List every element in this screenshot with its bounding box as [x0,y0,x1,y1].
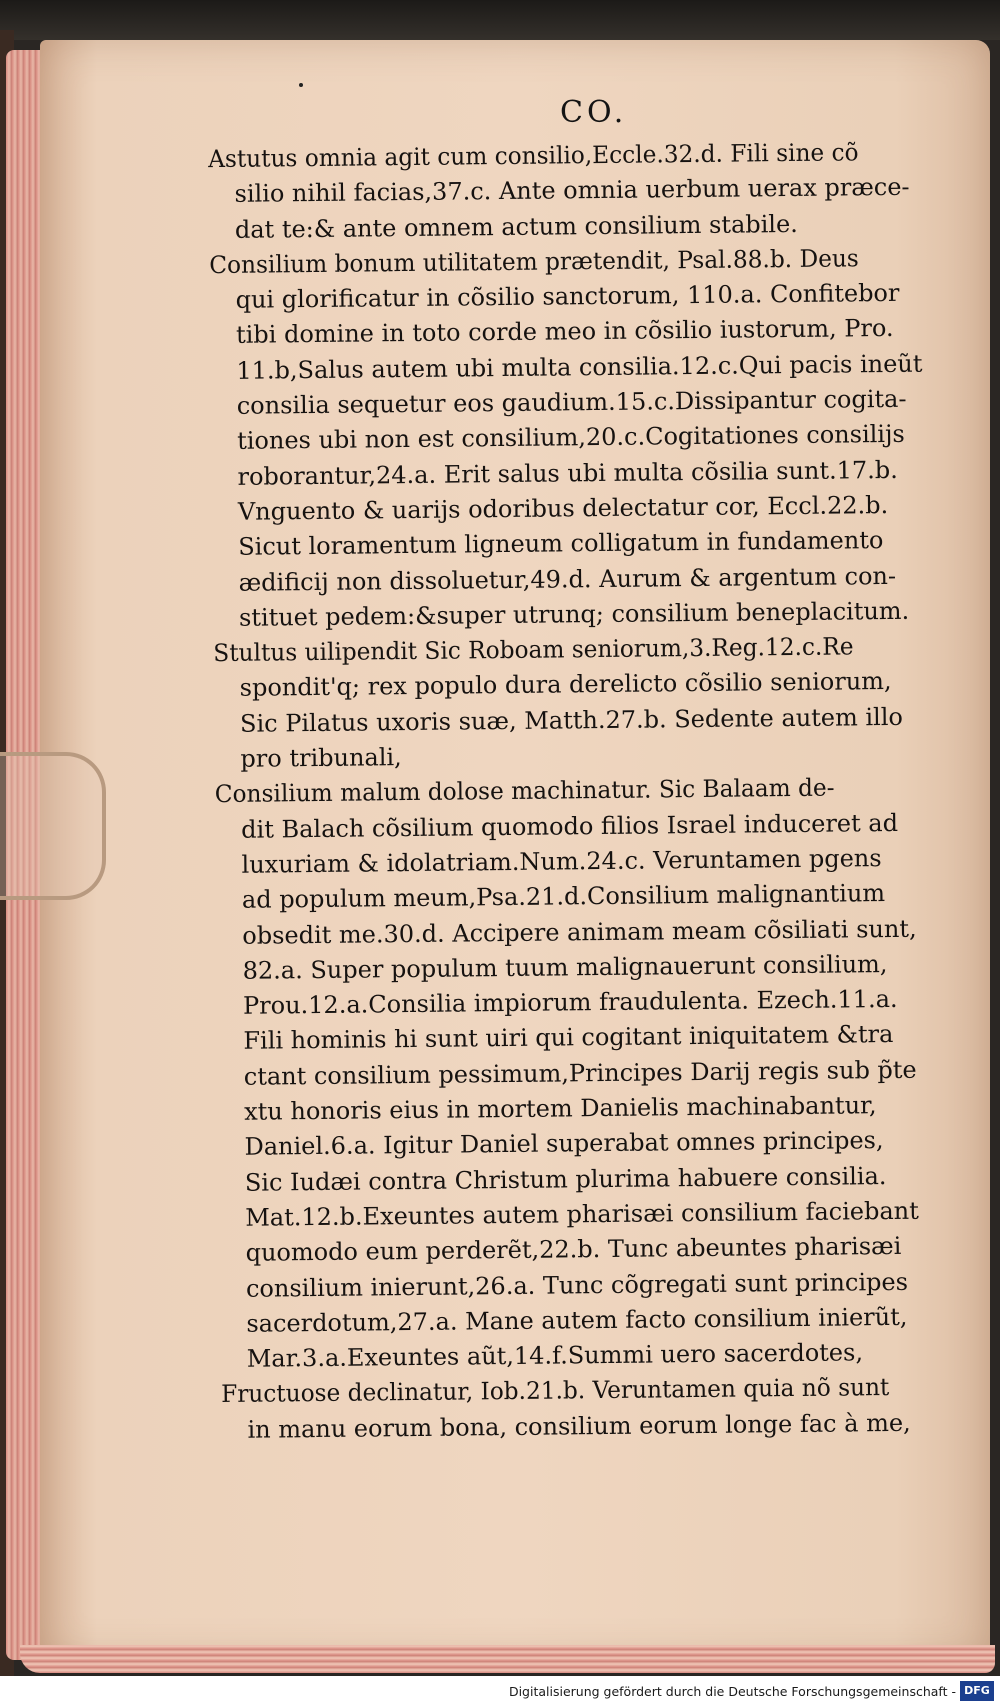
text-line: Sic Iudæi contra Christum plurima habuere consilia. [244,1161,887,1197]
text-line: Vnguento & uarijs odoribus delectatur cor, Eccl.22.b. [237,490,889,526]
text-line: pro tribunali, [240,743,402,773]
text-line: stituet pedem:&super utrunq; consilium beneplacitum. [238,596,910,632]
text-line: Sicut loramentum ligneum colligatum in fundamento [238,526,884,562]
text-line: dat te:& ante omnem actum consilium stabile. [234,209,799,244]
text-line: Prou.12.a.Consilia impiorum fraudulenta. Ezech.11.a. [242,985,898,1020]
text-line: sacerdotum,27.a. Mane autem facto consilium inierũt, [246,1302,908,1338]
text-line: qui glorificatur in cõsilio sanctorum, 110.a. Confitebor [235,279,900,315]
text-line: Mar.3.a.Exeuntes aũt,14.f.Summi uero sacerdotes, [246,1338,864,1373]
text-line: Sic Pilatus uxoris suæ, Matth.27.b. Sedente autem illo [239,702,904,738]
ribbon-marker [0,752,106,900]
text-line: quomodo eum perderẽt,22.b. Tunc abeuntes pharisæi [245,1232,902,1267]
text-line: Fili hominis hi sunt uiri qui cogitant iniquitatem &tra [243,1020,894,1056]
text-line: spondit'q; rex populo dura derelicto cõsilio seniorum, [239,667,892,703]
text-line: Fructuose declinatur, Iob.21.b. Veruntamen quia nõ sunt [220,1373,890,1409]
text-line: tibi domine in toto corde meo in cõsilio iustorum, Pro. [235,314,894,350]
text-block [208,134,992,1448]
text-line: silio nihil facias,37.c. Ante omnia uerbum uerax præce- [234,173,910,209]
text-line: Stultus uilipendit Sic Roboam seniorum,3.Reg.12.c.Re [213,632,854,668]
text-line: obsedit me.30.d. Accipere animam meam cõsiliati sunt, [242,914,917,950]
text-line: Astutus omnia agit cum consilio,Eccle.32.d. Fili sine cõ [208,138,859,174]
text-line: consilium inierunt,26.a. Tunc cõgregati sunt principes [245,1267,909,1303]
text-line: ctant consilium pessimum,Principes Darij regis sub p̃te [243,1055,917,1091]
ink-dot [299,83,303,87]
text-line: consilia sequetur eos gaudium.15.c.Dissipantur cogita- [236,384,907,420]
background-top [0,0,1000,40]
text-line: Mat.12.b.Exeuntes autem pharisæi consilium faciebant [245,1196,919,1232]
text-line: 11.b,Salus autem ubi multa consilia.12.c.Qui pacis ineũt [236,349,923,385]
text-line: 82.a. Super populum tuum malignauerunt consilium, [242,949,888,985]
text-line: in manu eorum bona, consilium eorum longe fac à me, [247,1408,911,1444]
text-line: ad populum meum,Psa.21.d.Consilium malignantium [241,879,886,915]
text-line: luxuriam & idolatriam.Num.24.c. Veruntamen pgens [241,844,882,879]
text-line: Consilium malum dolose machinatur. Sic Balaam de- [214,773,835,809]
text-line: Consilium bonum utilitatem prætendit, Psal.88.b. Deus [209,244,859,279]
text-line: Daniel.6.a. Igitur Daniel superabat omnes principes, [244,1126,884,1162]
text-line: roborantur,24.a. Erit salus ubi multa cõsilia sunt.17.b. [237,455,898,491]
dfg-logo: DFG [960,1681,994,1701]
text-line: dit Balach cõsilium quomodo filios Israel induceret ad [241,808,899,844]
text-line: xtu honoris eius in mortem Danielis machinabantur, [244,1091,877,1126]
text-line: tiones ubi non est consilium,20.c.Cogitationes consilijs [236,420,905,456]
footer-credit: Digitalisierung gefördert durch die Deutsche Forschungsgemeinschaft - [508,1684,956,1699]
page-bottom-edge [20,1645,995,1673]
text-line: ædificij non dissoluetur,49.d. Aurum & argentum con- [238,561,897,597]
page-header: CO. [560,95,628,130]
